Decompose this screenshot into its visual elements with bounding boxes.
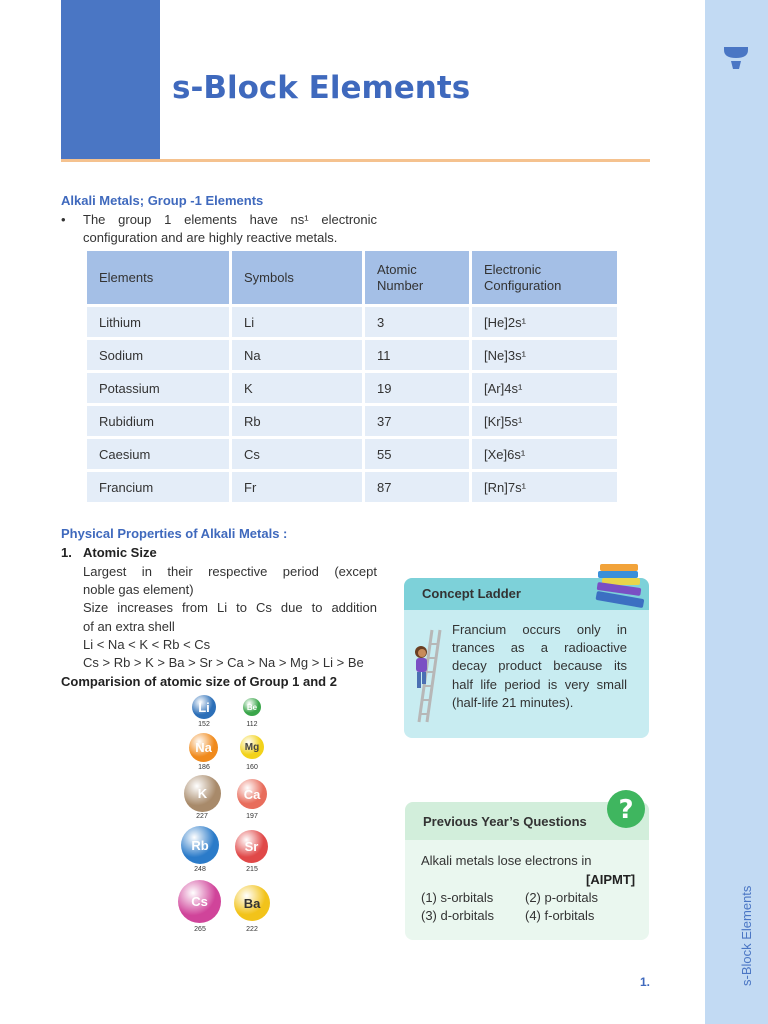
table-cell: [Rn]7s¹ xyxy=(472,472,617,502)
concept-ladder-line: trances as a radioactive xyxy=(452,640,627,655)
concept-ladder-line: (half-life 21 minutes). xyxy=(452,695,574,710)
table-cell: 19 xyxy=(365,373,469,403)
property-line: Size increases from Li to Cs due to addition xyxy=(83,600,377,615)
table-cell: Caesium xyxy=(87,439,229,469)
table-header-cell: Elements xyxy=(87,251,229,304)
bullet-text-line1: The group 1 elements have ns¹ electronic xyxy=(83,212,377,227)
table-cell: Li xyxy=(232,307,362,337)
atom-cs-value: 265 xyxy=(194,926,206,933)
table-cell: Sodium xyxy=(87,340,229,370)
table-cell: [Kr]5s¹ xyxy=(472,406,617,436)
table-cell: K xyxy=(232,373,362,403)
table-row xyxy=(87,472,617,502)
atom-sr: Sr xyxy=(235,830,268,863)
pyq-source: [AIPMT] xyxy=(586,872,636,887)
atom-rb-value: 248 xyxy=(194,866,206,873)
concept-ladder-title: Concept Ladder xyxy=(422,586,521,601)
atom-k-value: 227 xyxy=(196,813,208,820)
table-cell: Cs xyxy=(232,439,362,469)
atom-ca: Ca xyxy=(237,779,267,809)
pyq-option: (4) f-orbitals xyxy=(525,908,595,923)
atom-li-value: 152 xyxy=(198,721,210,728)
right-sidebar xyxy=(705,0,768,1024)
property-line: Largest in their respective period (except xyxy=(83,564,377,579)
concept-ladder-line: decay product because its xyxy=(452,658,627,673)
property-line: noble gas element) xyxy=(83,582,194,597)
section-heading-physical: Physical Properties of Alkali Metals : xyxy=(61,526,288,541)
header-divider xyxy=(61,159,650,162)
table-cell: Fr xyxy=(232,472,362,502)
property-line: of an extra shell xyxy=(83,619,175,634)
page-number: 1. xyxy=(640,975,651,989)
table-cell: 11 xyxy=(365,340,469,370)
table-cell: 3 xyxy=(365,307,469,337)
comparison-heading: Comparision of atomic size of Group 1 and 2 xyxy=(61,674,337,689)
property-line: Li < Na < K < Rb < Cs xyxy=(83,637,211,652)
table-cell: Na xyxy=(232,340,362,370)
property-line: Cs > Rb > K > Ba > Sr > Ca > Na > Mg > Li > Be xyxy=(83,655,364,670)
bullet-text-line2: configuration and are highly reactive metals. xyxy=(83,230,338,245)
atom-mg-value: 160 xyxy=(246,764,258,771)
section-heading-alkali: Alkali Metals; Group -1 Elements xyxy=(61,193,264,208)
atom-ca-value: 197 xyxy=(246,813,258,820)
table-header-cell: Symbols xyxy=(232,251,362,304)
page-title: s-Block Elements xyxy=(172,70,471,106)
pyq-option: (2) p-orbitals xyxy=(525,890,598,905)
table-cell: [He]2s¹ xyxy=(472,307,617,337)
table-cell: Francium xyxy=(87,472,229,502)
item-title: Atomic Size xyxy=(83,545,157,560)
table-row xyxy=(87,406,617,436)
atom-be-value: 112 xyxy=(246,721,258,728)
table-cell: Potassium xyxy=(87,373,229,403)
atom-na: Na xyxy=(189,733,218,762)
table-cell: Lithium xyxy=(87,307,229,337)
question-mark-icon xyxy=(606,789,646,834)
atom-na-value: 186 xyxy=(198,764,210,771)
atom-sr-value: 215 xyxy=(246,866,258,873)
table-cell: [Xe]6s¹ xyxy=(472,439,617,469)
table-cell: 87 xyxy=(365,472,469,502)
pyq-option: (1) s-orbitals xyxy=(421,890,494,905)
table-cell: Rb xyxy=(232,406,362,436)
atom-li: Li xyxy=(192,695,216,719)
table-cell: 37 xyxy=(365,406,469,436)
table-row xyxy=(87,307,617,337)
table-cell: [Ar]4s¹ xyxy=(472,373,617,403)
table-cell: [Ne]3s¹ xyxy=(472,340,617,370)
pyq-option: (3) d-orbitals xyxy=(421,908,494,923)
table-row xyxy=(87,373,617,403)
table-header-cell: Electronic Configuration xyxy=(472,251,617,304)
table-row xyxy=(87,439,617,469)
table-header-cell: Atomic Number xyxy=(365,251,469,304)
pyq-title: Previous Year’s Questions xyxy=(423,814,587,829)
table-cell: 55 xyxy=(365,439,469,469)
sidebar-chapter-label: s-Block Elements xyxy=(739,885,754,986)
table-header-row xyxy=(87,251,617,304)
atomic-size-diagram xyxy=(170,690,290,940)
table-cell: Rubidium xyxy=(87,406,229,436)
atom-be: Be xyxy=(243,698,261,716)
atom-ba-value: 222 xyxy=(246,926,258,933)
atom-rb: Rb xyxy=(181,826,219,864)
atom-mg: Mg xyxy=(240,735,264,759)
pyq-question: Alkali metals lose electrons in xyxy=(421,853,592,868)
brand-logo-icon xyxy=(723,45,749,76)
atom-ba: Ba xyxy=(234,885,270,921)
ladder-climber-illustration xyxy=(410,626,442,731)
table-row xyxy=(87,340,617,370)
bullet-dot: • xyxy=(61,212,66,227)
item-number: 1. xyxy=(61,545,72,560)
books-icon xyxy=(594,560,650,617)
atom-k: K xyxy=(184,775,221,812)
concept-ladder-line: Francium occurs only in xyxy=(452,622,627,637)
atom-cs: Cs xyxy=(178,880,221,923)
header-accent-block xyxy=(61,0,160,160)
concept-ladder-line: half life period is very small xyxy=(452,677,627,692)
svg-text:?: ? xyxy=(618,795,634,825)
elements-table xyxy=(84,248,620,505)
